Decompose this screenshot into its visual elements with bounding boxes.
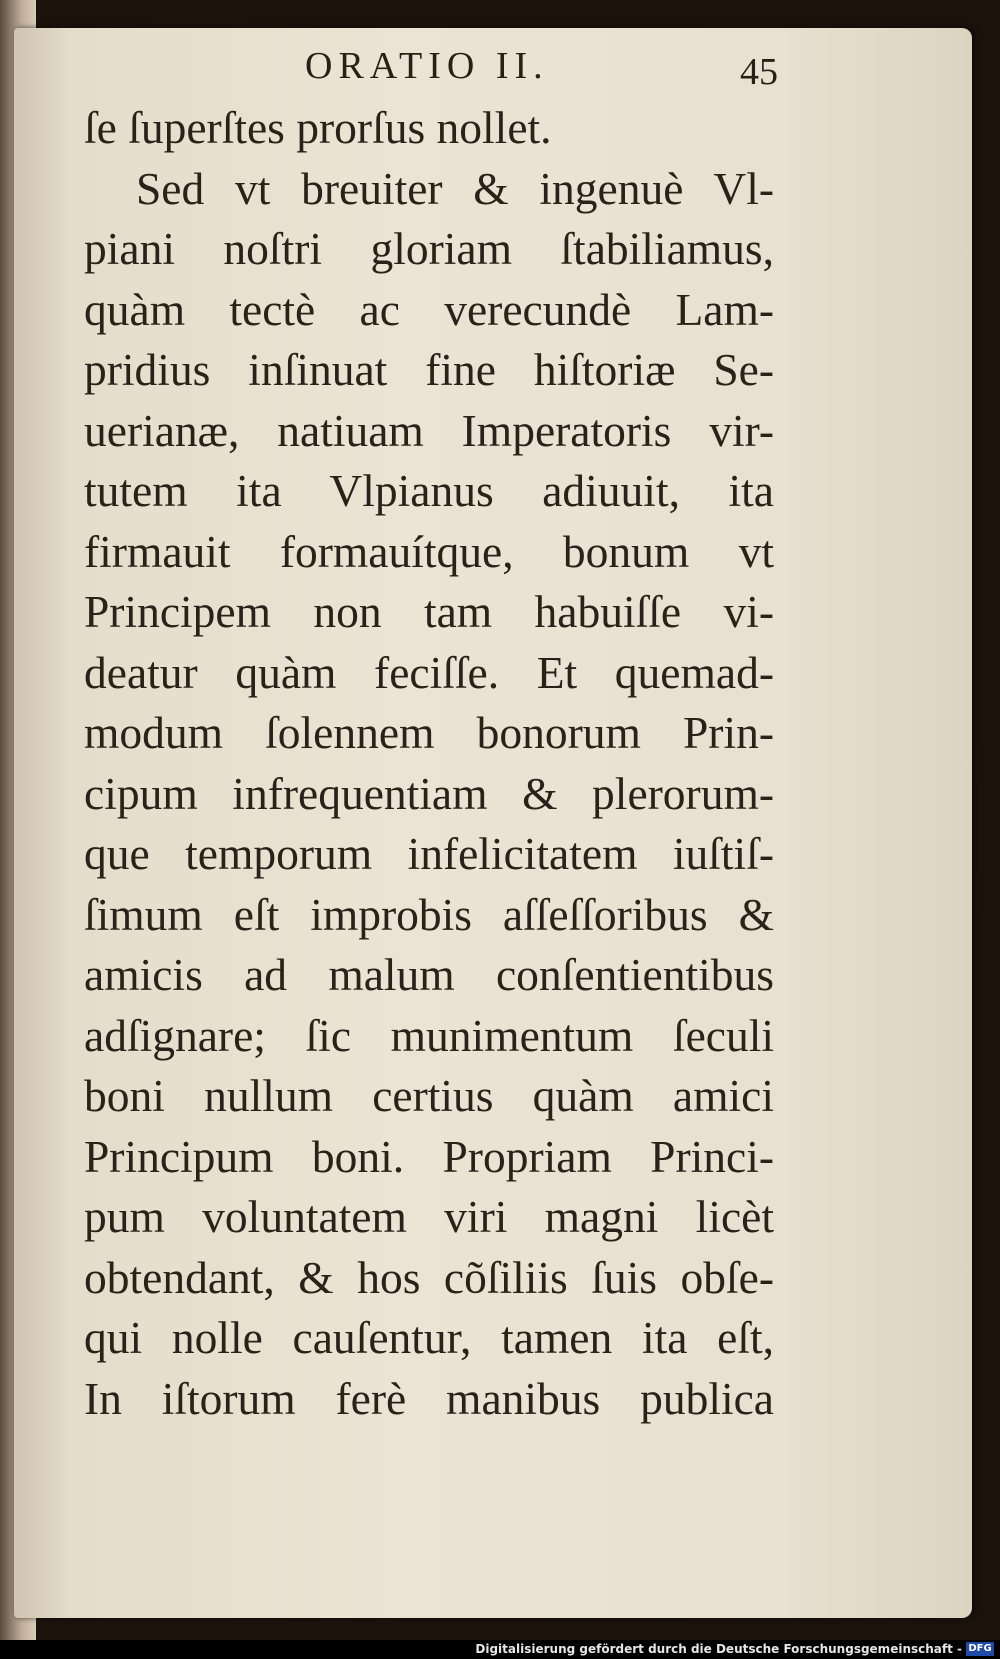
funding-credit: Digitalisierung gefördert durch die Deutsche Forschungsgemeinschaft - xyxy=(475,1642,962,1656)
text-line: ſe ſuperſtes prorſus nollet. xyxy=(84,102,552,153)
text-line: que temporum infelicitatem iuſtiſ- xyxy=(84,828,774,879)
text-line: qui nolle cauſentur, tamen ita eſt, xyxy=(84,1312,774,1363)
text-line: piani noſtri gloriam ſtabiliamus, xyxy=(84,223,774,274)
text-line: adſignare; ſic munimentum ſeculi xyxy=(84,1009,774,1061)
text-line: ſimum eſt improbis aſſeſſoribus & xyxy=(84,888,774,940)
text-line: Principum boni. Propriam Princi- xyxy=(84,1130,774,1182)
page-header xyxy=(0,44,1000,94)
text-line: pum voluntatem viri magni licèt xyxy=(84,1191,774,1242)
text-line: quàm tectè ac verecundè Lam- xyxy=(84,283,774,335)
page-number: 45 xyxy=(740,51,778,93)
body-text xyxy=(84,98,774,1429)
text-line: In iſtorum ferè manibus publica xyxy=(84,1372,774,1424)
text-line: amicis ad malum conſentientibus xyxy=(84,949,774,1000)
text-line: pridius inſinuat fine hiſtoriæ Se- xyxy=(84,344,774,395)
text-line: obtendant, & hos cõſiliis ſuis obſe- xyxy=(84,1251,774,1303)
text-line: Sed vt breuiter & ingenuè Vl- xyxy=(136,162,774,214)
text-line: tutem ita Vlpianus adiuuit, ita xyxy=(84,465,774,516)
text-line: uerianæ, natiuam Imperatoris vir- xyxy=(84,404,774,456)
running-head: ORATIO II. xyxy=(305,45,549,87)
text-line: deatur quàm feciſſe. Et quemad- xyxy=(84,646,774,698)
text-line: firmauit formauítque, bonum vt xyxy=(84,525,774,577)
text-line: cipum infrequentiam & plerorum- xyxy=(84,767,774,819)
text-line: Principem non tam habuiſſe vi- xyxy=(84,586,774,637)
text-line: boni nullum certius quàm amici xyxy=(84,1070,774,1121)
dfg-logo: DFG xyxy=(966,1642,994,1656)
digitization-footer xyxy=(0,1640,1000,1659)
text-line: modum ſolennem bonorum Prin- xyxy=(84,707,774,758)
